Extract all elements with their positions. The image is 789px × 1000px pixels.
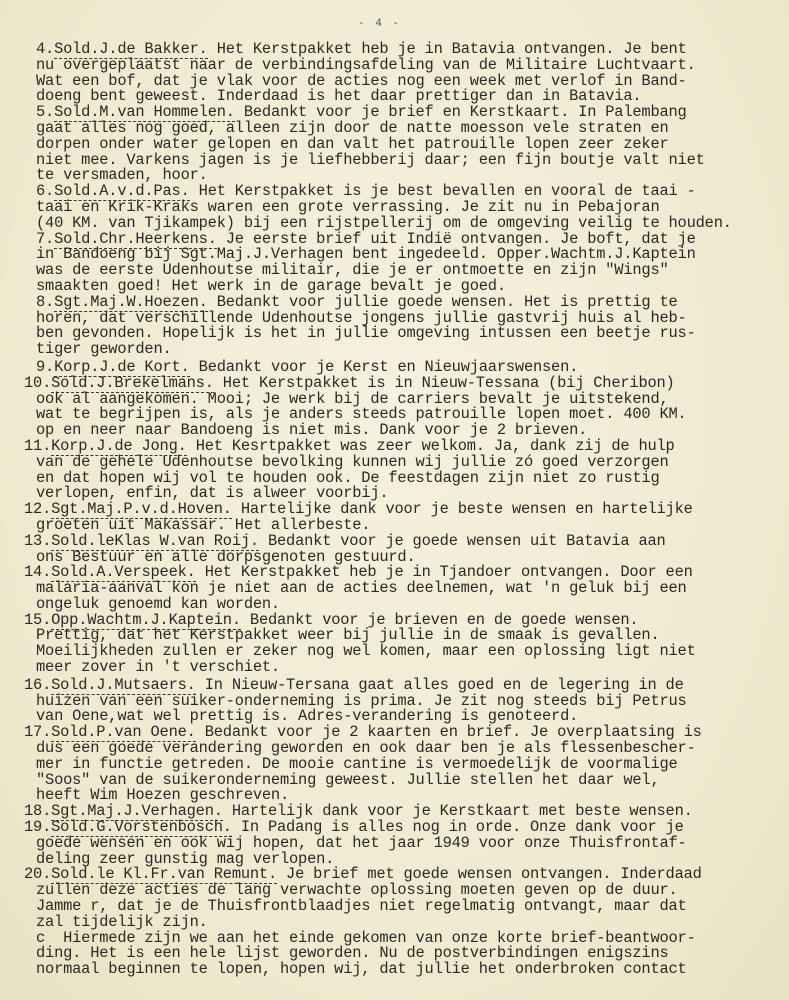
text-line bbox=[36, 962, 776, 978]
reply-entry bbox=[24, 500, 776, 534]
line-text: nu overgeplaatst naar de verbindingsafdeling van de Militaire Luchtvaart. bbox=[36, 55, 696, 74]
recipient-name: Opp.Wachtm.J.Kaptein. bbox=[51, 610, 241, 629]
recipient-name: Sold.Chr.Heerkens. bbox=[54, 229, 217, 248]
entry-number: 7. bbox=[36, 229, 55, 248]
line-text: c Hiermede zijn we aan het einde gekomen van onze korte brief-beantwoor- bbox=[36, 928, 696, 947]
recipient-name: Sold.le Kl.Fr.van Remunt. bbox=[51, 865, 278, 884]
line-text: zal tijdelijk zijn. bbox=[36, 912, 208, 931]
line-text: in Bandoeng bij Sgt.Maj.J.Verhagen bent ingedeeld. Opper.Wachtm.J.Kaptein bbox=[36, 245, 696, 264]
line-text: ook al aangekomen. Mooi; Je werk bij de carriers bevalt je uitstekend, bbox=[36, 389, 669, 408]
entry-number: 20. bbox=[24, 865, 52, 884]
line-text: mer in functie getreden. De mooie cantine is vermoedelijk de voormalige bbox=[36, 754, 678, 773]
recipient-name: Sold.leKlas W.van Roij. bbox=[51, 531, 259, 550]
line-text: Moeilijkheden zullen er zeker nog wel komen, maar een oplossing ligt niet bbox=[36, 642, 696, 661]
entry-number: 17. bbox=[24, 723, 52, 742]
line-text: Bedankt voor je brieven en de goede wensen. bbox=[240, 610, 639, 629]
entry-number: 18. bbox=[24, 802, 52, 821]
line-text: normaal beginnen te lopen, hopen wij, dat jullie het onderbroken contact bbox=[36, 960, 687, 979]
reply-entry bbox=[24, 610, 776, 677]
line-text: ding. Het is een hele lijst geworden. Nu de postverbindingen enigszins bbox=[36, 944, 669, 963]
line-text: Je brief met goede wensen ontvangen. Inderdaad bbox=[277, 865, 702, 884]
line-text: Het Kesrtpakket was zeer welkom. Ja, dank zij de hulp bbox=[186, 436, 675, 455]
entry-number: 14. bbox=[24, 563, 52, 582]
recipient-name: Sgt.Maj.W.Hoezen. bbox=[54, 292, 208, 311]
recipient-name: Sgt.Maj.P.v.d.Hoven. bbox=[51, 500, 232, 519]
entry-number: 4. bbox=[36, 40, 55, 58]
line-text: Het Kerstpakket is je best bevallen en vooral de taai - bbox=[189, 182, 696, 201]
line-text: gaat alles nog goed, alleen zijn door de natte moesson vele straten en bbox=[36, 118, 669, 137]
line-text: en dat hopen wij vol te houden ook. De feestdagen zijn niet zo rustig bbox=[36, 468, 660, 487]
line-text: Bedankt voor je goede wensen uit Batavia aan bbox=[258, 531, 666, 550]
line-text: horen, dat verschillende Udenhoutse jongens jullie gastvrij huis al heb- bbox=[36, 308, 687, 327]
reply-entry bbox=[24, 436, 776, 503]
recipient-name: Sgt.Maj.J.Verhagen. bbox=[51, 802, 223, 821]
line-text: niet mee. Varkens jagen is je liefhebberij daar; een fijn boutje valt niet bbox=[36, 150, 705, 169]
reply-entry bbox=[24, 818, 776, 868]
recipient-name: Korp.J.de Jong. bbox=[51, 436, 187, 455]
closing-paragraph bbox=[36, 928, 776, 979]
line-text: te versmaden, hoor. bbox=[36, 166, 208, 185]
line-text: Het Kerstpakket heb je in Tjandoer ontvangen. Door een bbox=[195, 563, 693, 582]
line-text: Bedankt voor jullie goede wensen. Het is prettig te bbox=[207, 292, 678, 311]
line-text: In Padang is alles nog in orde. Onze dank voor je bbox=[231, 818, 684, 837]
reply-entry bbox=[36, 42, 776, 105]
line-text: deling zeer gunstig mag verlopen. bbox=[36, 849, 335, 868]
reply-entry bbox=[24, 723, 776, 805]
entry-number: 9. bbox=[36, 357, 55, 376]
recipient-name: Sold.J.Brekelmans. bbox=[51, 373, 214, 392]
line-text: heeft Wim Hoezen geschreven. bbox=[36, 786, 290, 805]
line-text: goede wensen en ook wij hopen, dat het jaar 1949 voor onze Thuisfrontaf- bbox=[36, 833, 687, 852]
line-text: malaria-aanval kon je niet aan de acties deelnemen, wat 'n geluk bij een bbox=[36, 579, 687, 598]
line-text: In Nieuw-Tersana gaat alles goed en de legering in de bbox=[195, 675, 684, 694]
recipient-name: Sold.A.Verspeek. bbox=[51, 563, 196, 582]
letter-body bbox=[24, 40, 776, 979]
entry-number: 16. bbox=[24, 675, 52, 694]
reply-entry bbox=[36, 105, 776, 184]
reply-entry bbox=[24, 563, 776, 613]
line-text: van Oene,wat wel prettig is. Adres-verandering is genoteerd. bbox=[36, 707, 579, 726]
reply-entry bbox=[36, 292, 776, 359]
line-text: dorpen onder water gelopen en dan valt het patrouille lopen zeer zeker bbox=[36, 134, 669, 153]
line-text: ons Bestuur en alle dorpsgenoten gestuurd. bbox=[36, 547, 416, 566]
recipient-name: Sold.J.Mutsaers. bbox=[51, 675, 196, 694]
line-text: ben gevonden. Hopelijk is het in jullie omgeving intussen een beetje rus- bbox=[36, 324, 696, 343]
text-line bbox=[36, 660, 776, 676]
recipient-name: Sold.G.Vorstenbosch. bbox=[51, 818, 232, 837]
line-text: dus een goede verandering geworden en ook daar ben je als flessenbescher- bbox=[36, 739, 696, 758]
reply-entry bbox=[36, 184, 776, 231]
entry-number: 12. bbox=[24, 500, 52, 519]
line-text: wat te begrijpen is, als je anders steeds patrouille lopen moet. 400 KM. bbox=[36, 405, 687, 424]
line-text: Bedankt voor je brief en Kerstkaart. In Palembang bbox=[234, 103, 687, 122]
line-text: ongeluk genoemd kan worden. bbox=[36, 594, 280, 613]
line-text: taai en Krik-Kraks waren een grote verrassing. Je zit nu in Pebajoran bbox=[36, 197, 660, 216]
recipient-name: Korp.J.de Kort. bbox=[54, 357, 190, 376]
entry-number: 11. bbox=[24, 436, 52, 455]
recipient-name: Sold.P.van Oene. bbox=[51, 723, 196, 742]
line-text: (40 KM. van Tjikampek) bij een rijstpellerij om de omgeving veilig te houden. bbox=[36, 213, 732, 232]
line-text: meer zover in 't verschiet. bbox=[36, 658, 280, 677]
line-text: tiger geworden. bbox=[36, 340, 172, 359]
line-text: huizen van een suiker-onderneming is prima. Je zit nog steeds bij Petrus bbox=[36, 691, 687, 710]
page-number-mark: - 4 - bbox=[358, 18, 402, 30]
line-text: verlopen, enfin, dat is alweer voorbij. bbox=[36, 484, 389, 503]
line-text: Hartelijk dank voor je Kerstkaart met beste wensen. bbox=[222, 802, 693, 821]
line-text: Je eerste brief uit Indië ontvangen. Je boft, dat je bbox=[216, 229, 696, 248]
line-text: doeng bent geweest. Inderdaad is het daar prettiger dan in Batavia. bbox=[36, 87, 642, 106]
reply-entry bbox=[24, 531, 776, 566]
line-text: Jamme r, dat je de Thuisfrontblaadjes niet regelmatig ontvangt, maar dat bbox=[36, 897, 687, 916]
text-line bbox=[36, 342, 776, 358]
line-text: was de eerste Udenhoutse militair, die je er ontmoette en zijn "Wings" bbox=[36, 261, 669, 280]
reply-entry bbox=[24, 865, 776, 931]
recipient-name: Sold.M.van Hommelen. bbox=[54, 103, 235, 122]
entry-number: 8. bbox=[36, 292, 55, 311]
recipient-name: Sold.J.de Bakker. bbox=[54, 40, 208, 58]
recipient-name: Sold.A.v.d.Pas. bbox=[54, 182, 190, 201]
line-text: Wat een bof, dat je vlak voor de acties nog een week met verlof in Band- bbox=[36, 71, 687, 90]
line-text: van de gehele Udenhoutse bevolking kunnen wij jullie zó goed verzorgen bbox=[36, 452, 669, 471]
reply-entry bbox=[24, 675, 776, 726]
entry-number: 10. bbox=[24, 373, 52, 392]
reply-entry bbox=[24, 373, 776, 440]
line-text: Bedankt voor je Kerst en Nieuwjaarswensen. bbox=[189, 357, 579, 376]
reply-entry bbox=[36, 229, 776, 295]
entry-number: 15. bbox=[24, 610, 52, 629]
entry-number: 5. bbox=[36, 103, 55, 122]
line-text: groeten uit Makassar. Het allerbeste. bbox=[36, 515, 371, 534]
entry-number: 13. bbox=[24, 531, 52, 550]
line-text: "Soos" van de suikeronderneming geweest. Jullie stellen het daar wel, bbox=[36, 770, 660, 789]
line-text: zullen deze acties de lang verwachte oplossing moeten geven op de duur. bbox=[36, 881, 678, 900]
line-text: Het Kerstpakket heb je in Batavia ontvangen. Je bent bbox=[207, 40, 687, 58]
entry-number: 6. bbox=[36, 182, 55, 201]
line-text: smaakten goed! Het werk in de garage bevalt je goed. bbox=[36, 276, 506, 295]
line-text: Hartelijke dank voor je beste wensen en hartelijke bbox=[231, 500, 693, 519]
line-text: Prettig, dat het Kerstpakket weer bij jullie in de smaak is gevallen. bbox=[36, 626, 660, 645]
line-text: Bedankt voor je 2 kaarten en brief. Je overplaatsing is bbox=[195, 723, 702, 742]
line-text: Het Kerstpakket is in Nieuw-Tessana (bij Cheribon) bbox=[213, 373, 675, 392]
entry-number: 19. bbox=[24, 818, 52, 837]
line-text: op en neer naar Bandoeng is niet mis. Dank voor je 2 brieven. bbox=[36, 421, 588, 440]
